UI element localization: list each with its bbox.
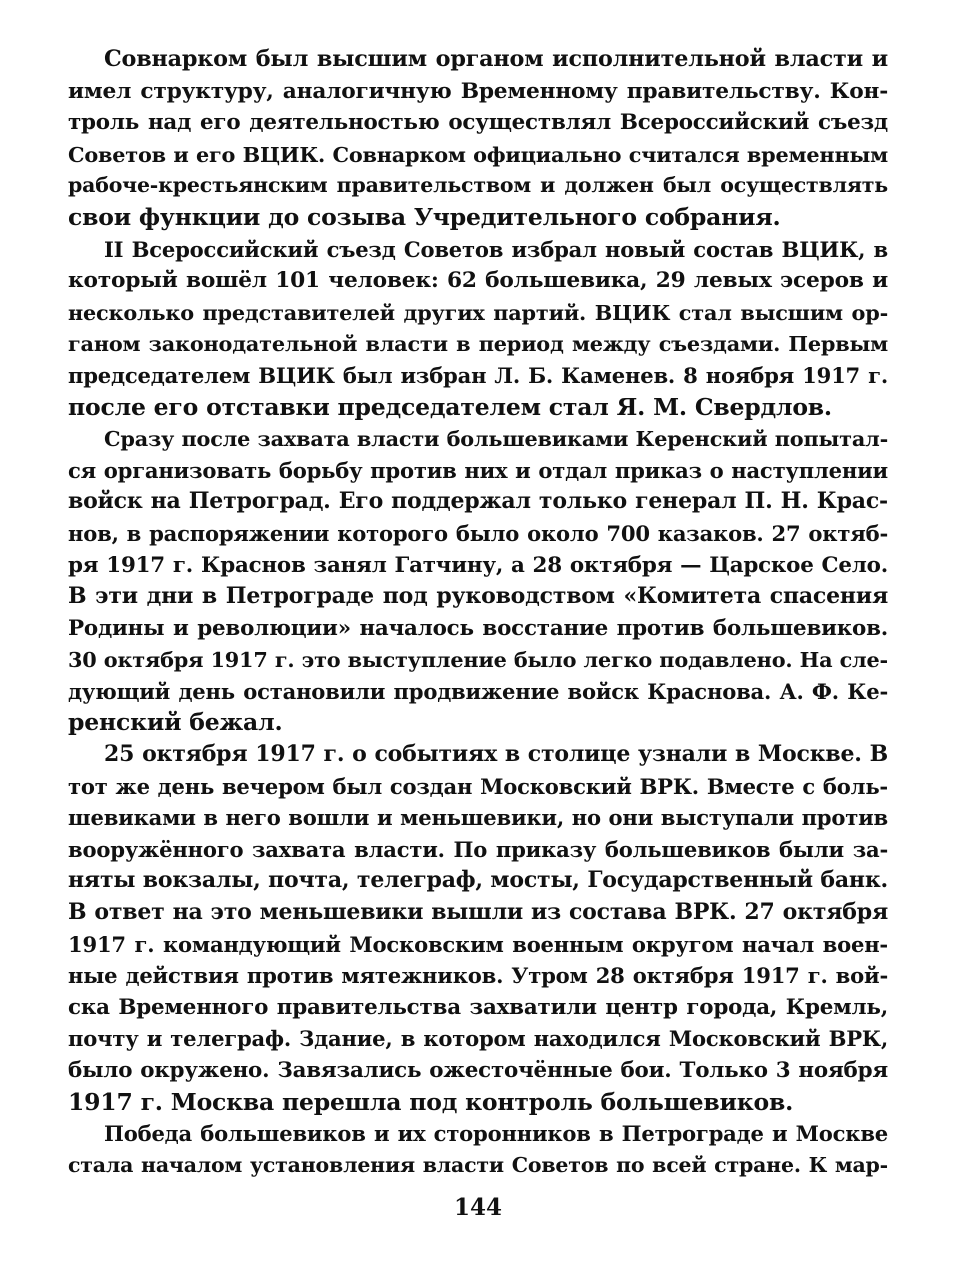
text-line: несколько представителей других партий. ВЦИК стал высшим ор- <box>68 299 888 325</box>
text-line: 25 октября 1917 г. о событиях в столице узнали в Москве. В <box>104 741 888 768</box>
text-line: няты вокзалы, почта, телеграф, мосты, Государственный банк. <box>68 867 888 894</box>
text-line: ря 1917 г. Краснов занял Гатчину, а 28 октября — Царское Село. <box>68 552 888 578</box>
text-line: Родины и революции» началось восстание против большевиков. <box>68 615 888 641</box>
paragraph-3 <box>68 423 888 739</box>
text-line: имел структуру, аналогичную Временному правительству. Кон- <box>68 78 888 104</box>
text-line: троль над его деятельностью осуществлял Всероссийский съезд <box>68 110 888 136</box>
text-line: после его отставки председателем стал Я. М. Свердлов. <box>68 392 832 421</box>
text-line: 1917 г. Москва перешла под контроль большевиков. <box>68 1087 794 1116</box>
paragraph-4 <box>68 739 888 1118</box>
paragraph-5 <box>68 1118 888 1181</box>
text-line: ные действия против мятежников. Утром 28 октября 1917 г. вой- <box>68 963 888 989</box>
text-line: ска Временного правительства захватили центр города, Кремль, <box>68 994 888 1020</box>
page-body <box>68 44 888 1181</box>
text-line: вооружённого захвата власти. По приказу большевиков были за- <box>68 836 888 862</box>
text-line: почту и телеграф. Здание, в котором находился Московский ВРК, <box>68 1026 888 1052</box>
text-line: 1917 г. командующий Московским военным округом начал воен- <box>68 931 888 957</box>
paragraph-1 <box>68 44 888 234</box>
text-line: было окружено. Завязались ожесточённые бои. Только 3 ноября <box>68 1058 888 1083</box>
text-line: Совнарком был высшим органом исполнительной власти и <box>104 46 888 72</box>
text-line: Советов и его ВЦИК. Совнарком официально считался временным <box>68 141 888 167</box>
text-line: ренский бежал. <box>68 708 283 737</box>
text-line: В эти дни в Петрограде под руководством «Комитета спасения <box>68 583 888 610</box>
text-line: Победа большевиков и их сторонников в Петрограде и Москве <box>104 1121 888 1147</box>
text-line: 30 октября 1917 г. это выступление было легко подавлено. На сле- <box>68 647 888 673</box>
text-line: В ответ на это меньшевики вышли из состава ВРК. 27 октября <box>68 899 888 926</box>
text-line: тот же день вечером был создан Московский ВРК. Вместе с боль- <box>68 773 888 799</box>
text-line: нов, в распоряжении которого было около 700 казаков. 27 октяб- <box>68 520 888 546</box>
text-line: рабоче-крестьянским правительством и должен был осуществлять <box>68 173 888 198</box>
page-number: 144 <box>453 1194 502 1221</box>
text-line: шевиками в него вошли и меньшевики, но они выступали против <box>68 805 888 831</box>
text-line: ганом законодательной власти в период между съездами. Первым <box>68 331 888 357</box>
text-line: который вошёл 101 человек: 62 большевика, 29 левых эсеров и <box>68 268 888 294</box>
text-line: стала началом установления власти Советов по всей стране. К мар- <box>68 1152 888 1177</box>
text-line: II Всероссийский съезд Советов избрал новый состав ВЦИК, в <box>104 236 888 262</box>
text-line: Сразу после захвата власти большевиками Керенский попытал- <box>104 426 888 452</box>
text-line: дующий день остановили продвижение войск Краснова. А. Ф. Ке- <box>68 678 888 704</box>
text-line: председателем ВЦИК был избран Л. Б. Каменев. 8 ноября 1917 г. <box>68 362 888 388</box>
text-line: ся организовать борьбу против них и отдал приказ о наступлении <box>68 457 888 483</box>
paragraph-2 <box>68 234 888 424</box>
text-line: свои функции до созыва Учредительного собрания. <box>68 202 781 231</box>
text-line: войск на Петроград. Его поддержал только генерал П. Н. Крас- <box>68 488 888 515</box>
